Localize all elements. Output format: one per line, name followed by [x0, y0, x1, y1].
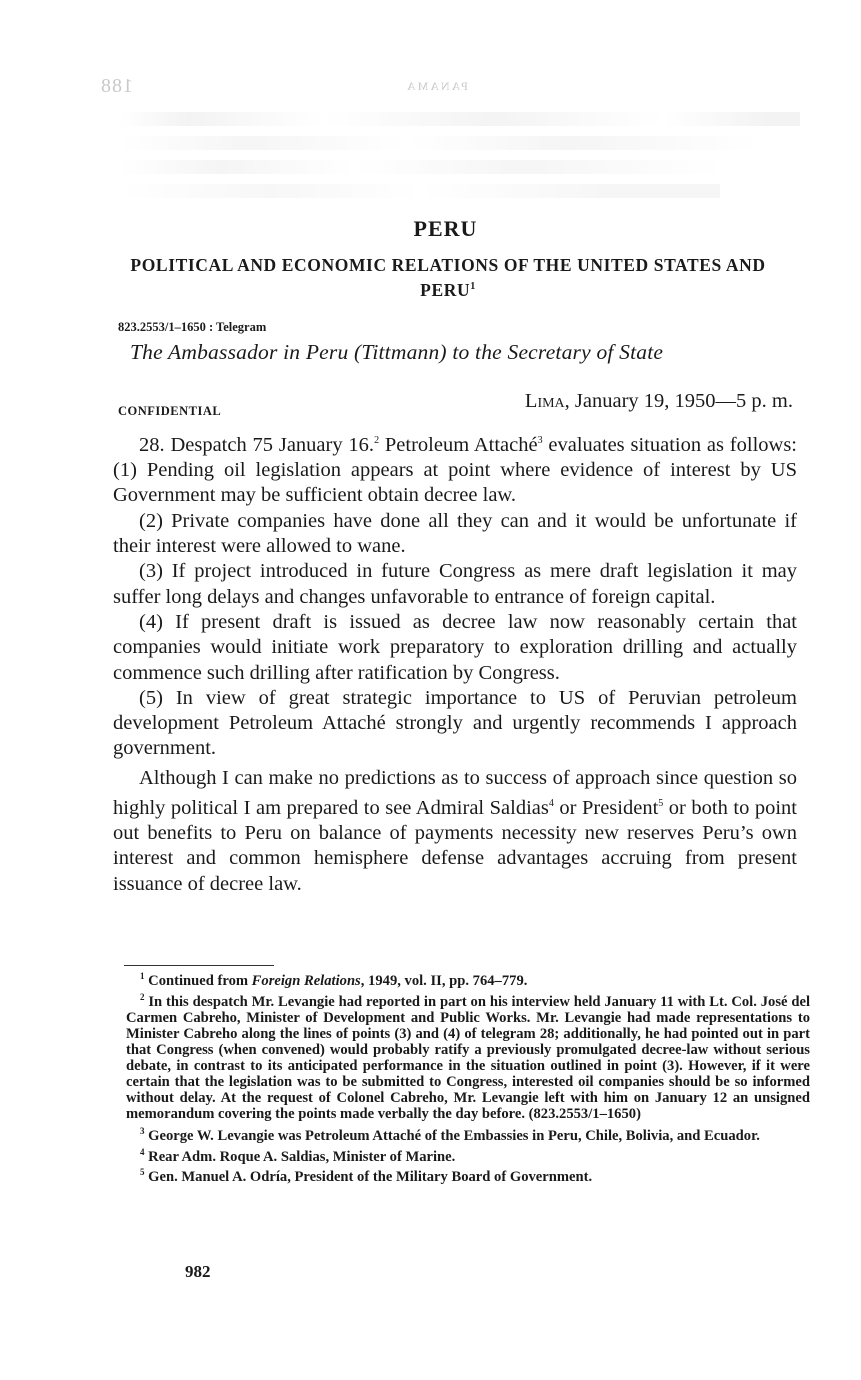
footnote-ref-2: 2: [374, 435, 380, 446]
body-text: or President: [553, 796, 659, 819]
body-paragraph-5: (5) In view of great strategic importance to US of Peruvian petroleum development Petroleum Attaché strongly and urgently recommends I approach government.: [113, 686, 797, 760]
footnote-text: Gen. Manuel A. Odría, President of the Military Board of Government.: [144, 1169, 593, 1186]
section-title-text: POLITICAL AND ECONOMIC RELATIONS OF THE UNITED STATES AND PERU: [130, 255, 766, 300]
body-paragraph-3: (3) If project introduced in future Congress as mere draft legislation it may suffer long delays and changes unfavorable to entrance of foreign capital.: [113, 560, 797, 608]
body-text: 28. Despatch 75 January 16.: [139, 433, 375, 456]
section-title: [104, 254, 792, 301]
footnote-3: [126, 1123, 810, 1144]
footnote-4: [126, 1144, 810, 1165]
telegram-body: [113, 428, 797, 897]
body-paragraph-2: (2) Private companies have done all they can and it would be unfortunate if their interest were allowed to wane.: [113, 509, 797, 558]
footnote-5: [126, 1164, 810, 1185]
footnote-text: , pp. 764–779.: [441, 972, 528, 989]
footnote-ref-3: 3: [537, 435, 543, 446]
footnote-divider: [124, 965, 274, 966]
footnotes: [126, 968, 810, 1185]
footnote-number: 4: [140, 1146, 145, 1157]
footnote-1: [126, 968, 810, 989]
dateline: [525, 390, 793, 413]
footnote-number: 5: [140, 1167, 145, 1178]
footnote-2: [126, 989, 810, 1123]
body-paragraph-1: [113, 428, 797, 509]
footnote-number: 2: [140, 991, 145, 1002]
footnote-ref-1: 1: [470, 281, 476, 292]
body-paragraph-4: (4) If present draft is issued as decree law now reasonably certain that companies would initiate work preparatory to exploration drilling and actually commence such drilling after ratification by Congress.: [113, 610, 797, 684]
footnote-text: Rear Adm. Roque A. Saldias, Minister of Marine.: [144, 1148, 456, 1165]
footnote-number: 3: [140, 1125, 145, 1136]
footnote-text: , 1949, vol.: [360, 972, 431, 989]
footnote-ref-5: 5: [658, 797, 664, 809]
document-reference: 823.2553/1–1650 : Telegram: [118, 320, 267, 334]
document-heading: The Ambassador in Peru (Tittmann) to the Secretary of State: [130, 340, 664, 364]
footnote-volume: II: [430, 972, 442, 989]
body-text: evaluates situation as follows: (1) Pending oil legislation appears at point where evidence of interest by US Government may be sufficient obtain decree law.: [113, 433, 797, 507]
dateline-place: Lima: [524, 390, 565, 412]
body-text: Although I can make no predictions as to success of approach since question so highly political I am prepared to see Admiral Saldias: [113, 766, 797, 819]
page-number: 982: [185, 1262, 211, 1281]
footnote-text: Continued from: [144, 972, 252, 989]
classification-label: CONFIDENTIAL: [118, 404, 222, 418]
footnote-text: In this despatch Mr. Levangie had reported in part on his interview held January 11 with Lt. Col. José del Carmen Cabreho, Minister of Development and Public Works. Mr. Levangie had made representations to Minister Cabreho along the lines of points (3) and (4) of telegram 28; additionally, he had pointed out in part that Congress (when convened) would probably ratify a previously promulgated decree-law without serious debate, in contrast to its anticipated performance in the situation outlined in point (3). However, if it were certain that the legislation was to be submitted to Congress, interested oil companies should be so informed without delay. At the request of Colonel Cabreho, Mr. Levangie left with him on January 12 an unsigned memorandum covering the points made verbally the day before. (823.2553/1–1650): [126, 993, 810, 1123]
body-text: Petroleum Attaché: [379, 433, 538, 456]
bleed-through-text: [120, 112, 810, 208]
country-title: PERU: [413, 216, 478, 241]
bleed-through-running-head: PANAMA: [405, 79, 468, 93]
dateline-date: , January 19, 1950—5 p. m.: [564, 390, 793, 412]
body-text: or both to point out benefits to Peru on balance of payments necessity new reserves Peru’s own interest and common hemisphere defense advantages accruing from present issuance of decree law.: [113, 796, 797, 895]
footnote-text: George W. Levangie was Petroleum Attaché of the Embassies in Peru, Chile, Bolivia, and Ecuador.: [144, 1127, 760, 1144]
footnote-ref-4: 4: [548, 797, 554, 809]
body-paragraph-6: [113, 766, 797, 897]
bleed-through-page-number: 188: [100, 75, 133, 97]
footnote-number: 1: [140, 971, 145, 981]
footnote-italic-title: Foreign Relations: [251, 972, 361, 989]
